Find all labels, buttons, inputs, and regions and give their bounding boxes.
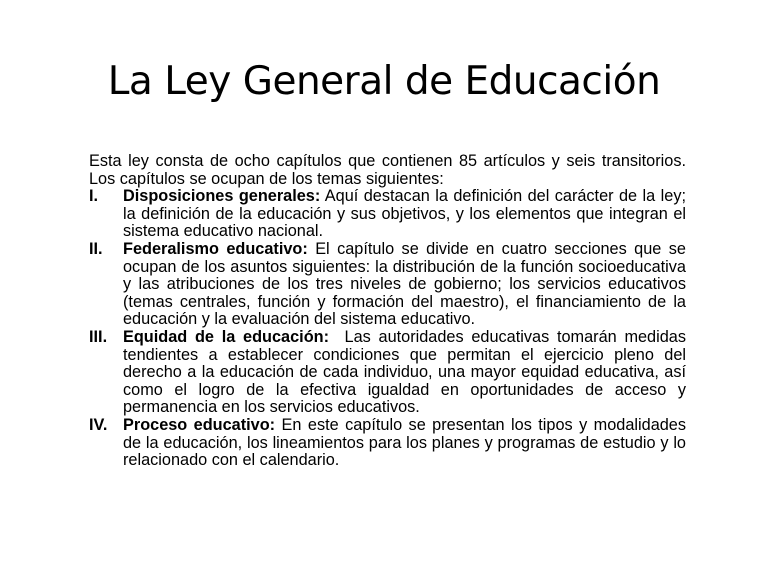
- list-item-body: [123, 417, 686, 470]
- list-item-federalismo-educativo: [89, 241, 686, 329]
- list-item-heading: Proceso educativo:: [123, 415, 276, 434]
- list-item-text: Las autoridades educativas tomarán medidas tendientes a establecer condiciones que permitan el ejercicio pleno del derecho a la educación de cada individuo, una mayor equidad educativa, así como el logro de la efectiva igualdad en oportunidades de acceso y permanencia en los servicios educativos.: [123, 327, 691, 417]
- list-item-text: En este capítulo se presentan los tipos y modalidades de la educación, los lineamientos para los planes y programas de estudio y lo relacionado con el calendario.: [123, 415, 686, 470]
- list-numeral: IV.: [89, 415, 108, 434]
- list-item-body: [123, 327, 691, 417]
- list-item-heading: Disposiciones generales:: [123, 187, 321, 206]
- list-item-text: El capítulo se divide en cuatro secciones que se ocupan de los asuntos siguientes: la distribución de la función socioeducativa y las atribuciones de los tres niveles de gobierno; los servicios educativos (temas centrales, función y formación del maestro), el financiamiento de la educación y la evaluación del sistema educativo.: [123, 239, 686, 329]
- list-item-heading: Federalismo educativo:: [123, 239, 308, 258]
- list-item-heading: Equidad de la educación:: [123, 327, 330, 346]
- list-numeral: I.: [89, 187, 99, 206]
- slide-title: La Ley General de Educación: [107, 59, 661, 104]
- slide-content: [89, 152, 691, 470]
- list-item-equidad-educacion: [89, 327, 691, 417]
- list-item-body: [123, 188, 686, 241]
- list-item-proceso-educativo: [89, 417, 686, 470]
- list-numeral: III.: [89, 327, 108, 346]
- list-numeral: II.: [89, 239, 103, 258]
- list-item-body: [123, 241, 686, 329]
- list-item-disposiciones-generales: [89, 188, 686, 241]
- list-item-text: Aquí destacan la definición del carácter de la ley; la definición de la educación y sus objetivos, y los elementos que integran el sistema educativo nacional.: [123, 187, 686, 241]
- intro-paragraph: Esta ley consta de ocho capítulos que contienen 85 artículos y seis transitorios. Los capítulos se ocupan de los temas siguientes:: [89, 152, 686, 188]
